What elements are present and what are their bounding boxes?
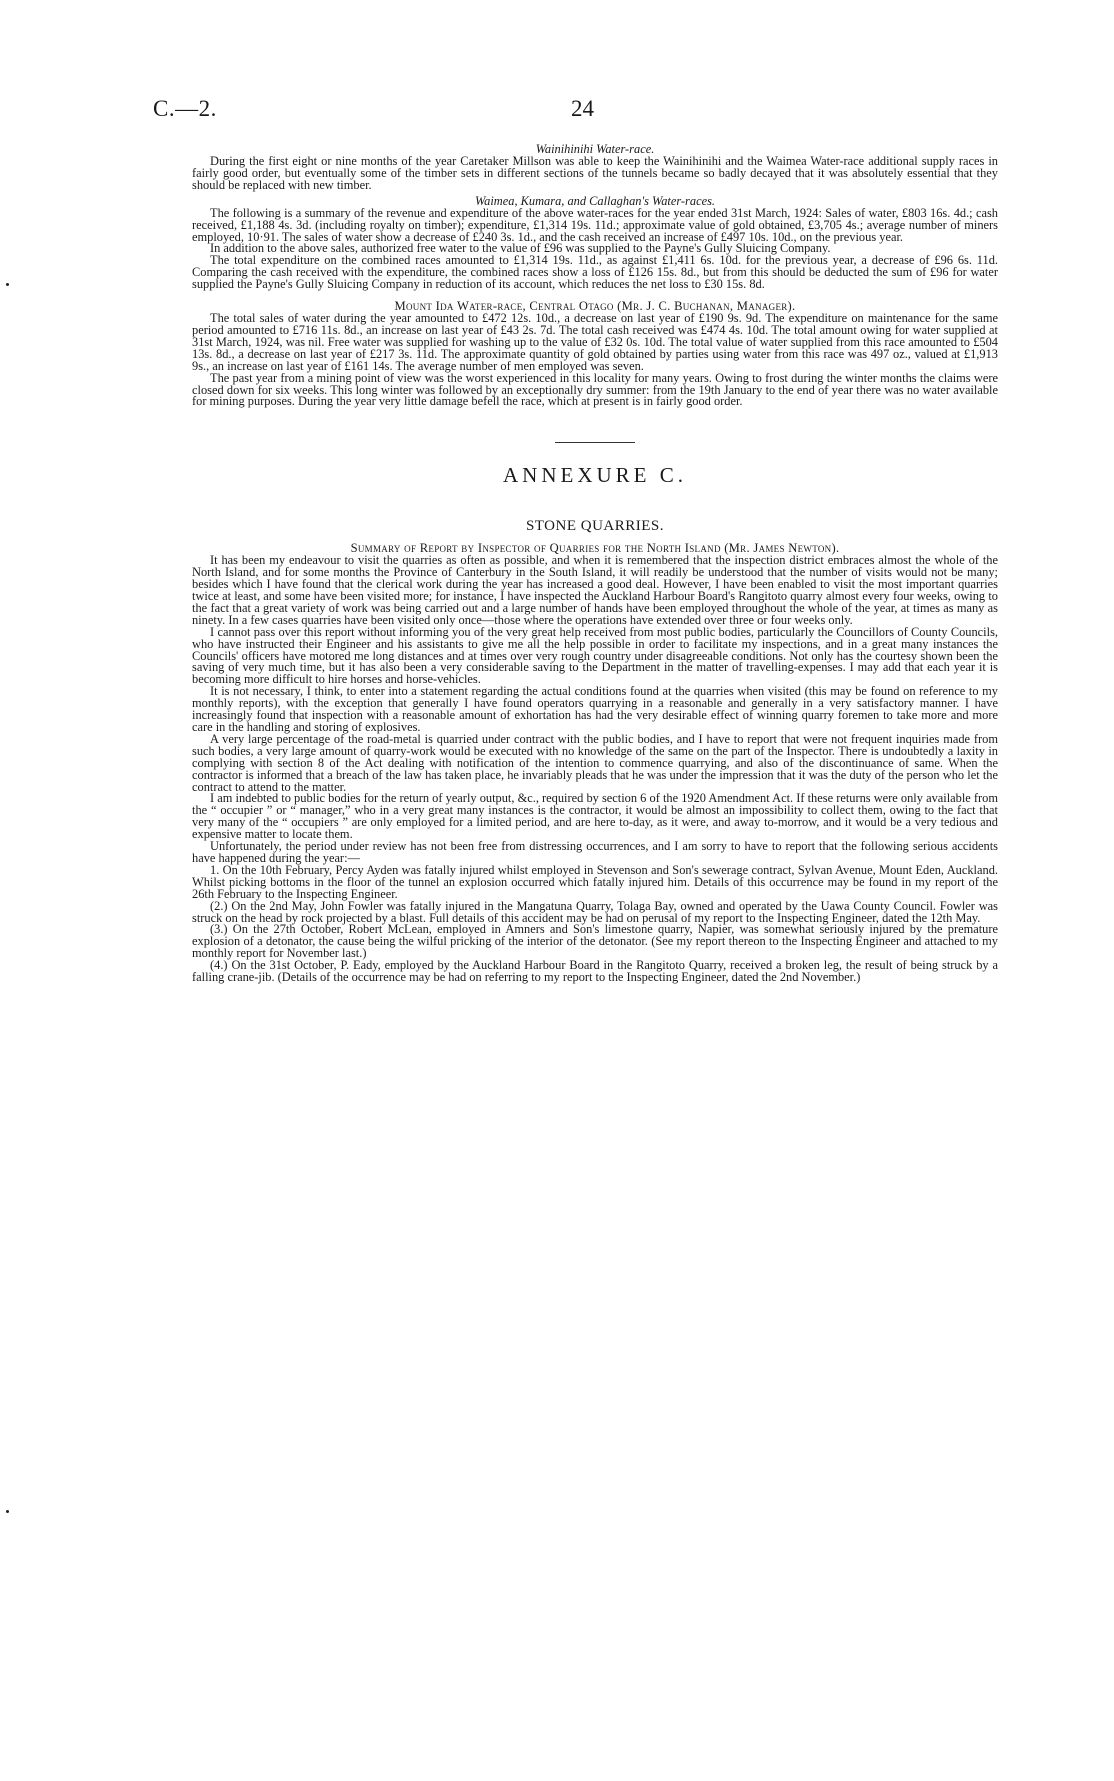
annexure-title: ANNEXURE C. bbox=[503, 463, 687, 488]
spacer bbox=[192, 443, 998, 463]
section-heading: Waimea, Kumara, and Callaghan's Water-races. bbox=[474, 193, 715, 208]
spacer bbox=[192, 487, 998, 517]
paragraph: In addition to the above sales, authorized free water to the value of £96 was supplied to the Payne's Gully Sluicing Company. bbox=[210, 241, 831, 256]
section-waimea bbox=[192, 194, 998, 291]
paragraph: During the first eight or nine months of the year Caretaker Millson was able to keep the Wainihinihi and the Waimea Water-race additional supply races in fairly good order, but eventually some of the timber sets in different sections of the tunnels became so badly decayed that it was absolutely essential that they should be replaced with new timber. bbox=[192, 154, 998, 192]
paragraph: I cannot pass over this report without informing you of the very great help received from most public bodies, particularly the Councillors of County Councils, who have instructed their Engineer and his assistants to give me all the help possible in order to facilitate my inspections, and in a great many instances the Councils' officers have motored me long distances and at times over very rough country under disagreeable conditions. Not only has the courtesy shown been the saving of very much time, but it has also been a very considerable saving to the Department in the matter of travelling-expenses. I may add that each year it is becoming more difficult to hire horses and horse-vehicles. bbox=[192, 624, 998, 687]
accident-item: 1. On the 10th February, Percy Ayden was fatally injured whilst employed in Stevenson and Son's sewerage contract, Sylvan Avenue, Mount Eden, Auckland. Whilst picking bottoms in the floor of the tunnel an explosion occurred which fatally injured him. Details of this occurrence may be found in my report of the 26th February to the Inspecting Engineer. bbox=[192, 862, 998, 901]
paragraph: I am indebted to public bodies for the return of yearly output, &c., required by section 6 of the 1920 Amendment Act. If these returns were only available from the “ occupier ” or “ manager,” who in a very great many instances is the contractor, it would be almost an impossibility to collect them, owing to the fact that very many of the “ occupiers ” are only employed for a limited period, and are here to-day, as it were, and away to-morrow, and it would be a very tedious and expensive matter to locate them. bbox=[192, 791, 998, 842]
paragraph: The following is a summary of the revenue and expenditure of the above water-races for the year ended 31st March, 1924: Sales of water, £803 16s. 4d.; cash received, £1,188 4s. 3d. (including royalty on timber); expenditure, £1,314 19s. 11d.; approximate value of gold obtained, £3,705 4s.; average number of miners employed, 10·91. The sales of water show a decrease of £240 3s. 1d., and the cash received an increase of £497 10s. 10d., on the previous year. bbox=[192, 205, 998, 244]
report-subheading: Summary of Report by Inspector of Quarries for the North Island (Mr. James Newton). bbox=[350, 541, 840, 556]
accident-item: (2.) On the 2nd May, John Fowler was fatally injured in the Mangatuna Quarry, Tolaga Bay, owned and operated by the Uawa County Council. Fowler was struck on the head by rock projected by a blast. Full details of this accident may be had on perusal of my report to the Inspecting Engineer, dated the 12th May. bbox=[192, 898, 998, 925]
accident-item: (4.) On the 31st October, P. Eady, employed by the Auckland Harbour Board in the Rangitoto Quarry, received a broken leg, the result of being struck by a falling crane-jib. (Details of the occurrence may be had on referring to my report to the Inspecting Engineer, dated the 2nd November.) bbox=[192, 958, 998, 985]
paragraph: Unfortunately, the period under review has not been free from distressing occurrences, and I am sorry to have to report that the following serious accidents have happened during the year:— bbox=[192, 839, 998, 865]
page-header bbox=[153, 96, 998, 126]
margin-dot bbox=[6, 283, 9, 286]
accident-item: (3.) On the 27th October, Robert McLean, employed in Amners and Son's limestone quarry, Napier, was somewhat seriously injured by the premature explosion of a detonator, the cause being the wilful pricking of the interior of the detonator. (See my report thereon to the Inspecting Engineer and attached to my monthly report for November last.) bbox=[192, 922, 998, 961]
annexure-c bbox=[192, 463, 998, 984]
section-heading: Wainihinihi Water-race. bbox=[535, 142, 655, 156]
section-wainihinihi bbox=[192, 142, 998, 192]
spacer bbox=[192, 291, 998, 299]
section-title: STONE QUARRIES. bbox=[525, 518, 665, 535]
paragraph: It has been my endeavour to visit the quarries as often as possible, and when it is remembered that the inspection district embraces almost the whole of the North Island, and for some months the Province of Canterbury in the South Island, it will readily be understood that the number of visits would not be many; besides which I have found that the clerical work during the year has increased a good deal. However, I have been enabled to visit the most important quarries twice at least, and some have been visited more; for instance, I have inspected the Auckland Harbour Board's Rangitoto quarry almost every four weeks, owing to the fact that a great variety of work was being carried out and a large number of hands have been employed throughout the whole of the year, at times as many as ninety. In a few cases quarries have been visited only once—those where the operations have extended over three or four weeks only. bbox=[192, 553, 998, 627]
section-mount-ida bbox=[192, 299, 998, 408]
margin-dot bbox=[6, 1510, 9, 1513]
spacer bbox=[192, 408, 998, 442]
section-heading: Mount Ida Water-race, Central Otago (Mr. J. C. Buchanan, Manager). bbox=[394, 299, 796, 314]
document-code: C.—2. bbox=[153, 96, 217, 121]
body-column bbox=[192, 142, 998, 984]
paragraph: The total sales of water during the year amounted to £472 12s. 10d., a decrease on last year of £190 9s. 9d. The expenditure on maintenance for the same period amounted to £716 11s. 8d., an increase on last year of £43 2s. 7d. The total cash received was £474 4s. 10d. The total amount owing for water supplied at 31st March, 1924, was nil. Free water was supplied for washing up to the value of £32 0s. 10d. The total value of water supplied from this race amounted to £504 13s. 8d., a decrease on last year of £217 3s. 11d. The approximate quantity of gold obtained by parties using water from this race was 497 oz., valued at £1,913 9s., an increase on last year of £161 14s. The average number of men employed was seven. bbox=[192, 311, 998, 373]
paragraph: It is not necessary, I think, to enter into a statement regarding the actual conditions found at the quarries when visited (this may be found on reference to my monthly reports), with the exception that generally I have found operators quarrying in a reasonable and generally in a very satisfactory manner. I have increasingly found that inspection with a reasonable amount of exhortation has had the very desirable effect of winning quarry foremen to take more and more care in the handling and storing of explosives. bbox=[192, 684, 998, 734]
paragraph: The total expenditure on the combined races amounted to £1,314 19s. 11d., as against £1,411 6s. 10d. for the previous year, a decrease of £96 6s. 11d. Comparing the cash received with the expenditure, the combined races show a loss of £126 15s. 8d., but from this should be deducted the sum of £96 for water supplied the Payne's Gully Sluicing Company in reduction of its account, which reduces the net loss to £30 15s. 8d. bbox=[192, 253, 998, 292]
paragraph: The past year from a mining point of view was the worst experienced in this locality for many years. Owing to frost during the winter months the claims were closed down for six weeks. This long winter was followed by an exceptionally dry summer: from the 19th January to the end of year there was no water available for mining purposes. During the year very little damage befell the race, which at present is in fairly good order. bbox=[192, 370, 998, 409]
page-number: 24 bbox=[571, 96, 594, 121]
paragraph: A very large percentage of the road-metal is quarried under contract with the public bodies, and I have to report that were not frequent inquiries made from such bodies, a very large amount of quarry-work would be executed with no knowledge of the same on the part of the Inspector. There is undoubtedly a laxity in complying with section 8 of the Act dealing with notification of the intention to commence quarrying, and also of the discontinuance of same. When the contractor is informed that a breach of the law has taken place, he invariably pleads that he was under the impression that it was the duty of the person who let the contract to attend to the matter. bbox=[192, 731, 998, 794]
